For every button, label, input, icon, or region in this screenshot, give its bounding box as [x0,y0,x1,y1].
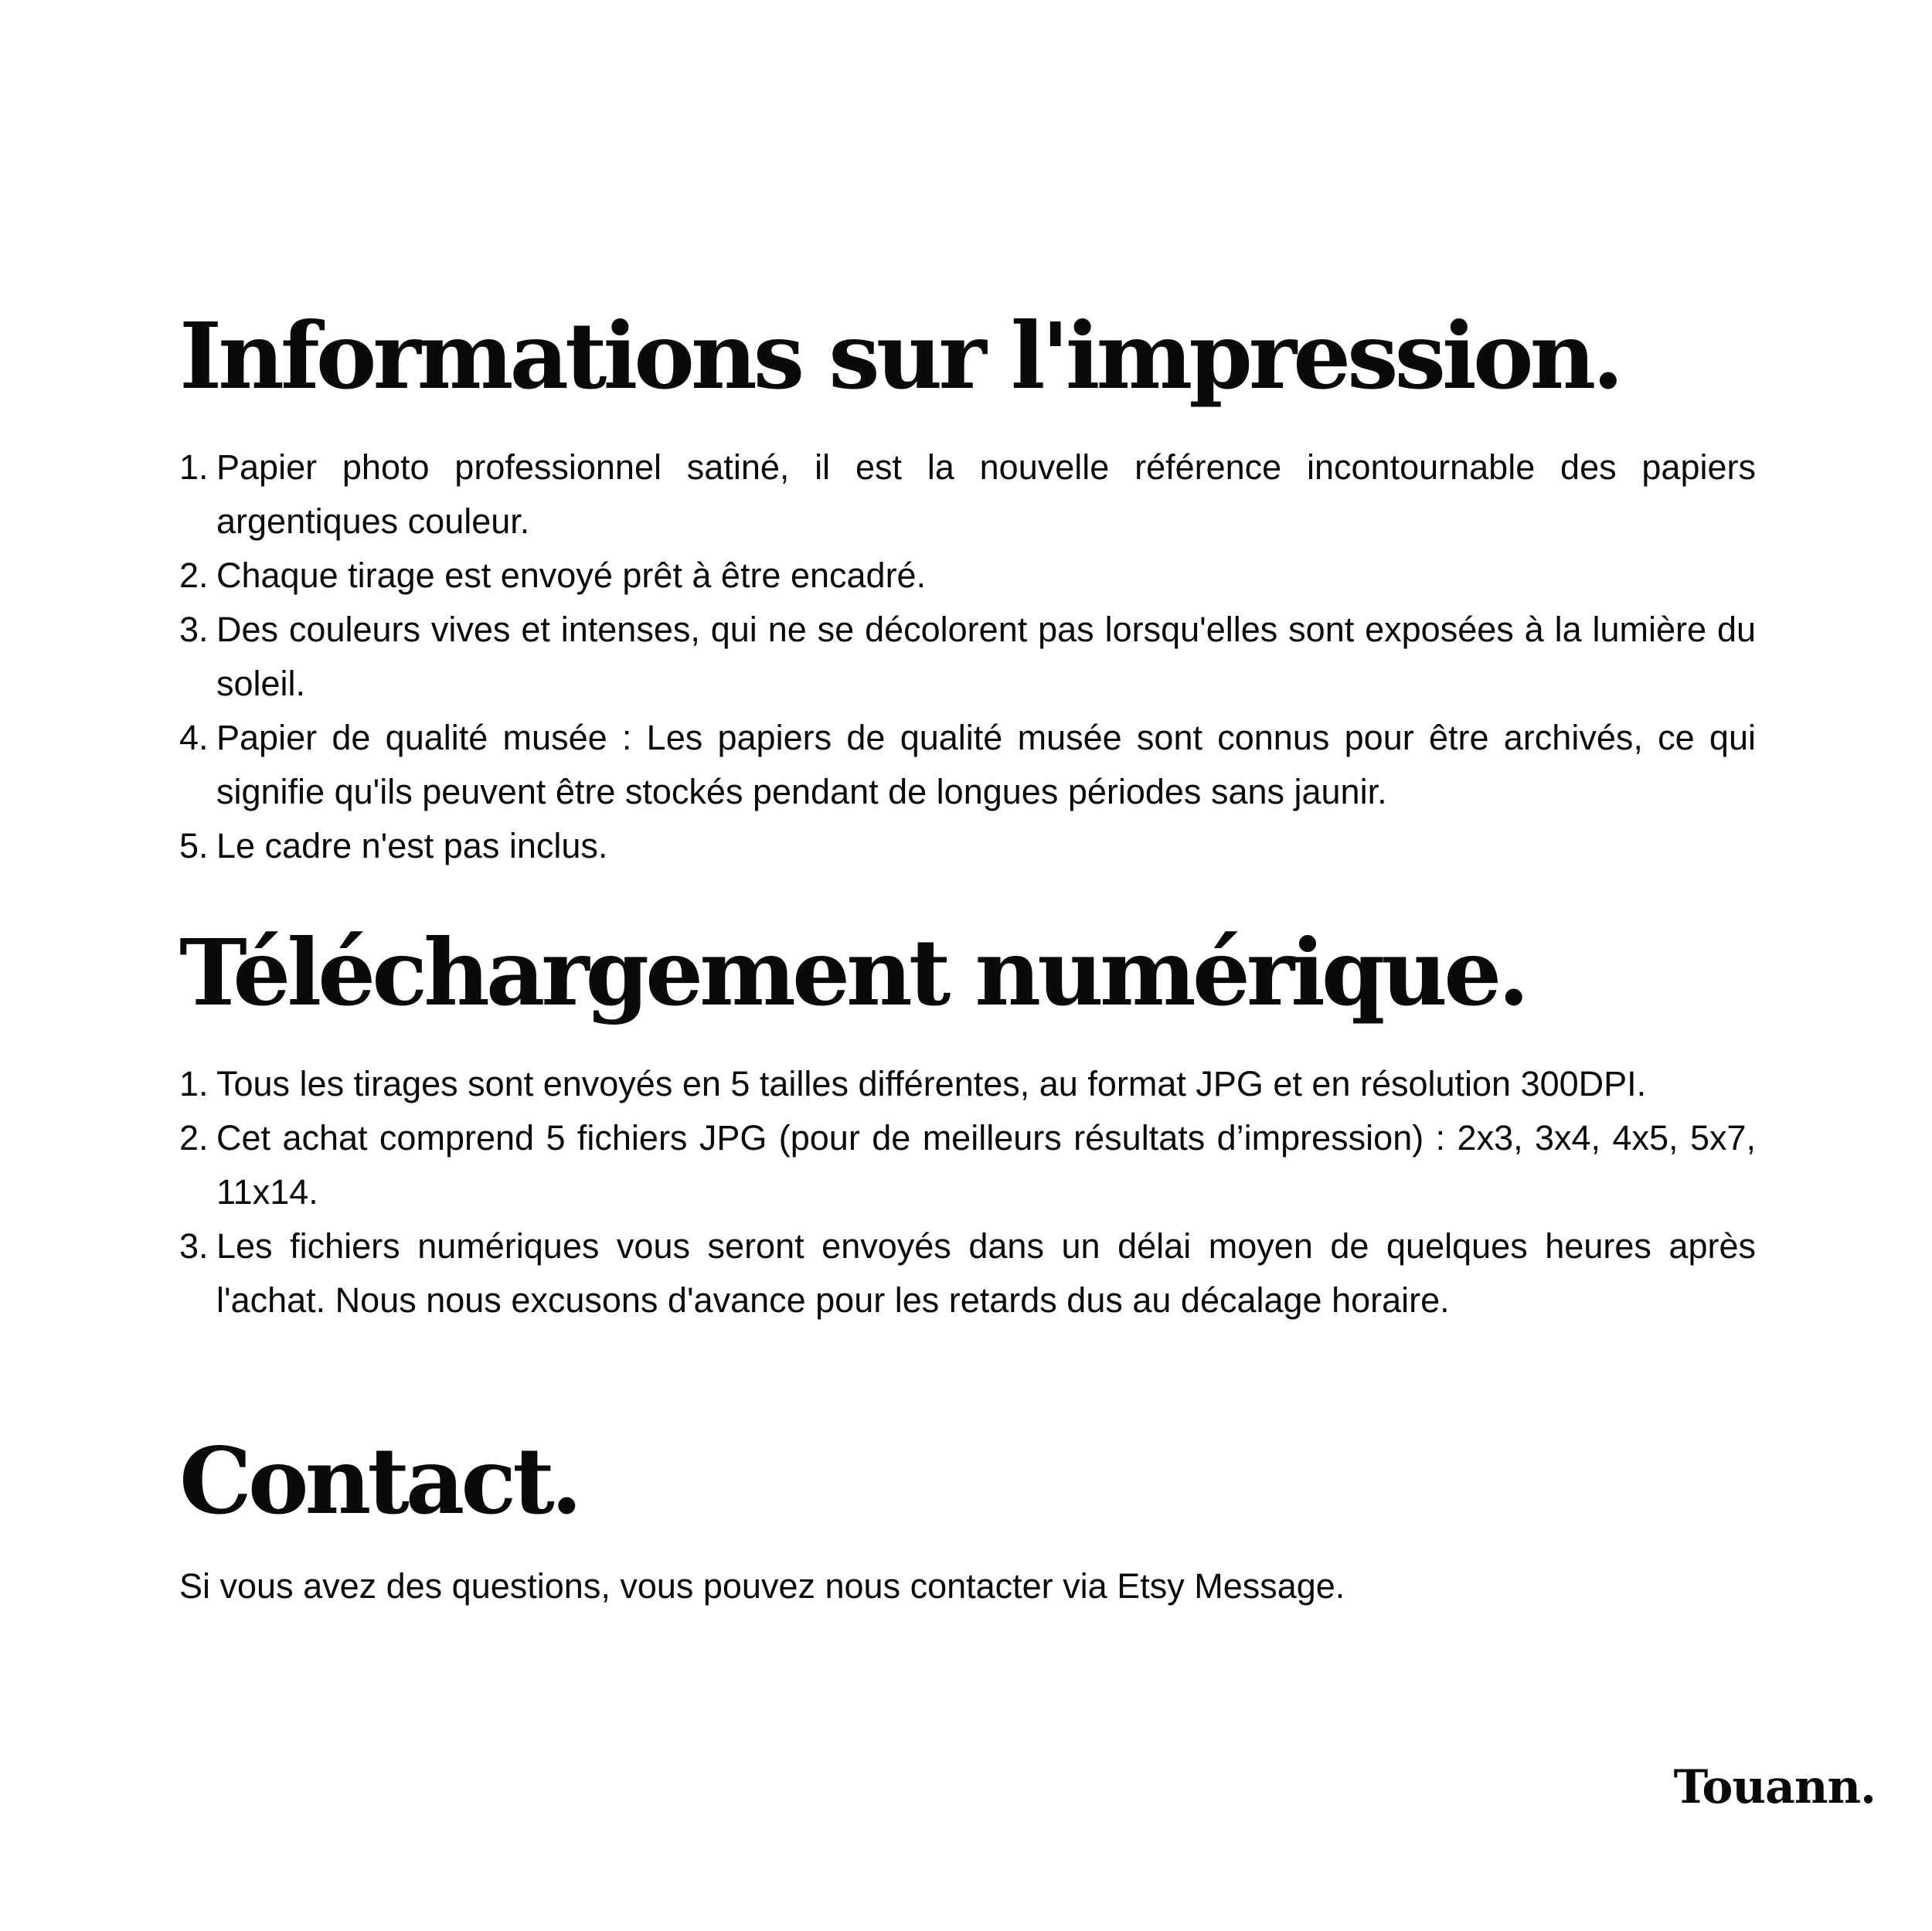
list-item [179,549,1756,603]
list-item-text: Tous les tirages sont envoyés en 5 tailles différentes, au format JPG et en résolution 300DPI. [216,1064,1647,1103]
print-info-list [179,440,1756,873]
brand-signature: Touann. [1673,1760,1876,1814]
list-item-number: 2. [179,1118,209,1158]
contact-text: Si vous avez des questions, vous pouvez nous contacter via Etsy Message. [179,1566,1345,1606]
list-item-number: 5. [179,826,209,865]
list-item-number: 4. [179,718,209,757]
list-item [179,711,1756,819]
list-item-text: Papier photo professionnel satiné, il est la nouvelle référence incontournable des papiers argentiques couleur. [216,447,1756,541]
list-item [179,819,1756,873]
list-item-text: Le cadre n'est pas inclus. [216,826,608,865]
list-item-text: Les fichiers numériques vous seront envoyés dans un délai moyen de quelques heures après l'achat. Nous nous excusons d'avance pour les retards dus au décalage horaire. [216,1226,1756,1320]
list-item-text: Des couleurs vives et intenses, qui ne se décolorent pas lorsqu'elles sont exposées à la lumière du soleil. [216,610,1756,703]
list-item-text: Cet achat comprend 5 fichiers JPG (pour de meilleurs résultats d’impression) : 2x3, 3x4, 4x5, 5x7, 11x14. [216,1118,1756,1212]
list-item [179,1111,1756,1219]
print-info-heading: Informations sur l'impression. [179,302,1621,410]
contact-heading: Contact. [179,1427,579,1535]
list-item-text: Chaque tirage est envoyé prêt à être encadré. [216,556,927,595]
list-item-text: Papier de qualité musée : Les papiers de qualité musée sont connus pour être archivés, ce qui signifie qu'ils peuvent être stockés pendant de longues périodes sans jaunir. [216,718,1756,811]
list-item-number: 1. [179,1064,209,1103]
digital-download-heading: Téléchargement numérique. [179,919,1526,1026]
digital-download-list [179,1057,1756,1328]
list-item [179,440,1756,549]
list-item [179,1219,1756,1328]
list-item-number: 3. [179,610,209,649]
list-item-number: 1. [179,447,209,487]
list-item-number: 2. [179,556,209,595]
list-item [179,603,1756,711]
list-item [179,1057,1756,1111]
list-item-number: 3. [179,1226,209,1266]
